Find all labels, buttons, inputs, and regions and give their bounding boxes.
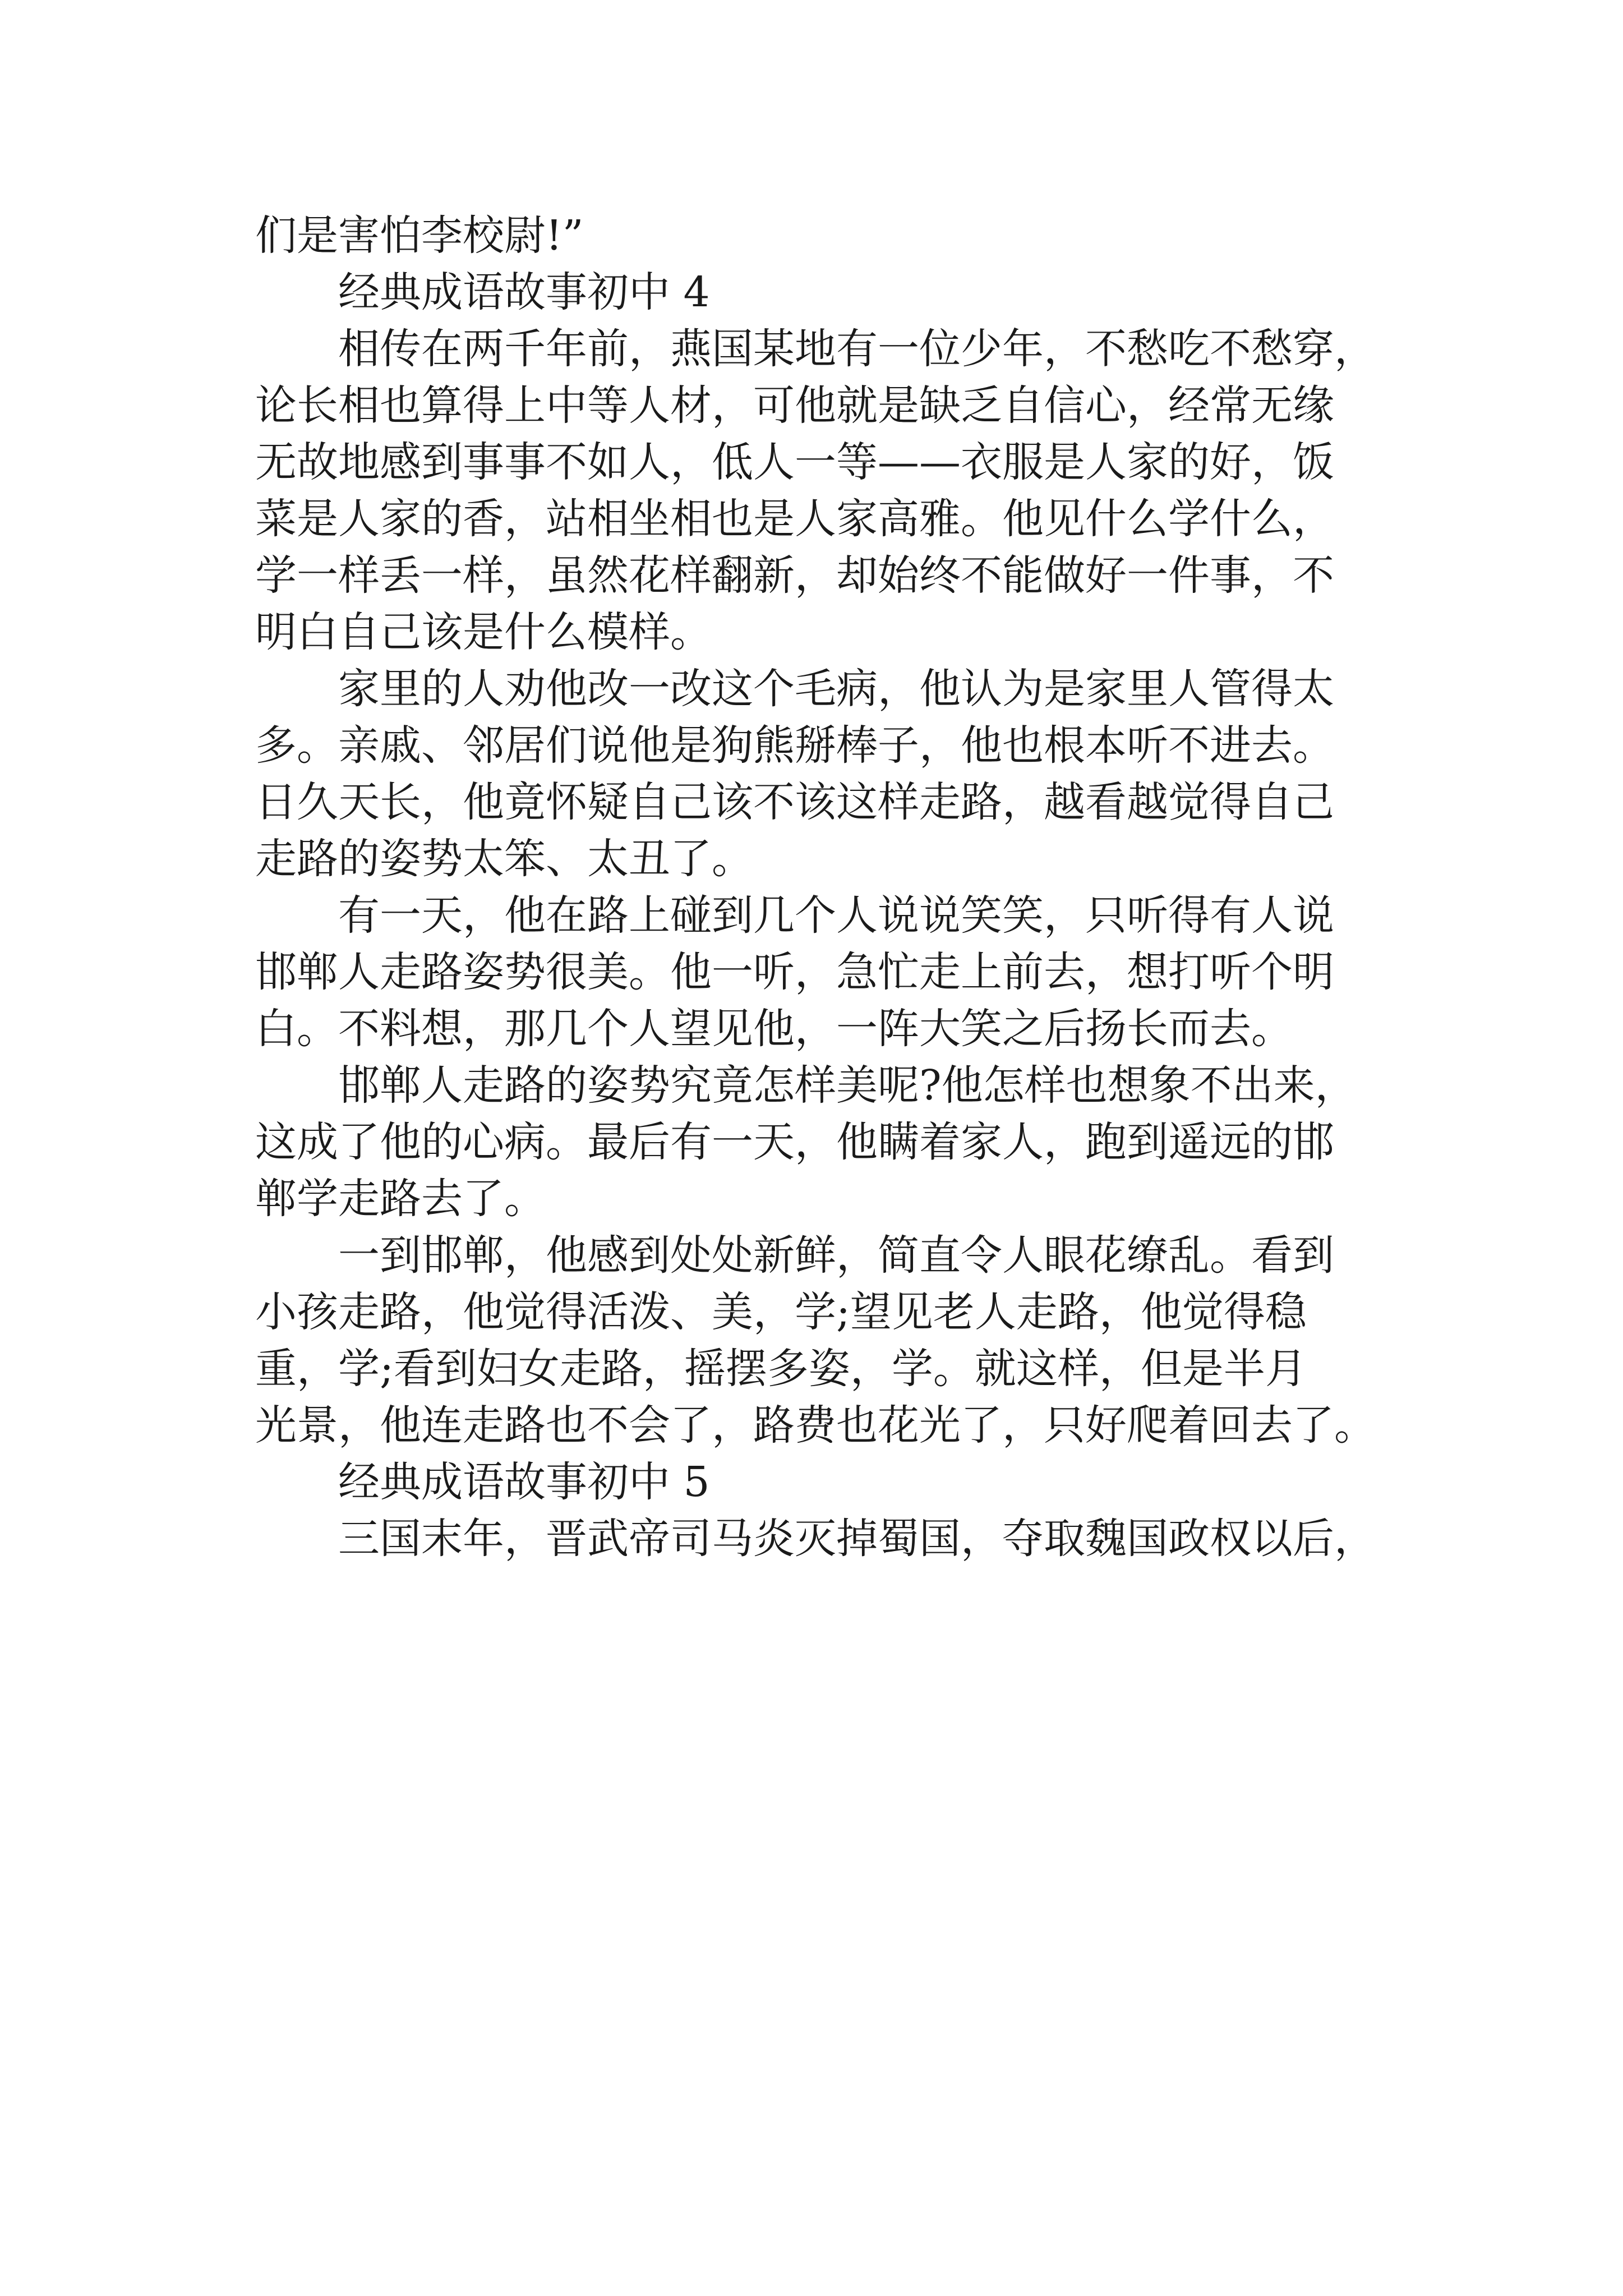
text-line: 论长相也算得上中等人材，可他就是缺乏自信心，经常无缘: [255, 381, 1334, 430]
text-line: 多。亲戚、邻居们说他是狗熊掰棒子，他也根本听不进去。: [255, 721, 1334, 770]
text-line: 们是害怕李校尉!”: [255, 211, 584, 260]
section-heading-4: 经典成语故事初中 4: [338, 268, 710, 316]
text-line: 邯郸人走路的姿势究竟怎样美呢?他怎样也想象不出来，: [338, 1061, 1357, 1110]
text-line: 学一样丢一样，虽然花样翻新，却始终不能做好一件事，不: [255, 551, 1334, 600]
text-line: 菜是人家的香，站相坐相也是人家高雅。他见什么学什么，: [255, 495, 1334, 543]
document-body: [255, 208, 1382, 1567]
text-line: 郸学走路去了。: [255, 1175, 546, 1223]
text-line: 这成了他的心病。最后有一天，他瞒着家人，跑到遥远的邯: [255, 1118, 1334, 1166]
text-line: 重，学;看到妇女走路，摇摆多姿，学。就这样，但是半月: [255, 1345, 1307, 1393]
text-line: 一到邯郸，他感到处处新鲜，简直令人眼花缭乱。看到: [338, 1231, 1334, 1280]
text-line: 白。不料想，那几个人望见他，一阵大笑之后扬长而去。: [255, 1005, 1293, 1053]
text-line: 小孩走路，他觉得活泼、美，学;望见老人走路，他觉得稳: [255, 1288, 1307, 1336]
text-line: 无故地感到事事不如人，低人一等——衣服是人家的好，饭: [255, 438, 1334, 486]
text-line: 有一天，他在路上碰到几个人说说笑笑，只听得有人说: [338, 891, 1334, 940]
text-line: 日久天长，他竟怀疑自己该不该这样走路，越看越觉得自己: [255, 778, 1334, 826]
text-line: 光景，他连走路也不会了，路费也花光了，只好爬着回去了。: [255, 1401, 1376, 1450]
text-line: 家里的人劝他改一改这个毛病，他认为是家里人管得太: [338, 665, 1334, 713]
text-line: 三国末年，晋武帝司马炎灭掉蜀国，夺取魏国政权以后，: [338, 1515, 1376, 1563]
text-line: 邯郸人走路姿势很美。他一听，急忙走上前去，想打听个明: [255, 948, 1334, 996]
text-line: 相传在两千年前，燕国某地有一位少年，不愁吃不愁穿，: [338, 325, 1376, 373]
text-line: 走路的姿势太笨、太丑了。: [255, 835, 753, 883]
text-line: 明白自己该是什么模样。: [255, 608, 712, 656]
section-heading-5: 经典成语故事初中 5: [338, 1458, 710, 1506]
